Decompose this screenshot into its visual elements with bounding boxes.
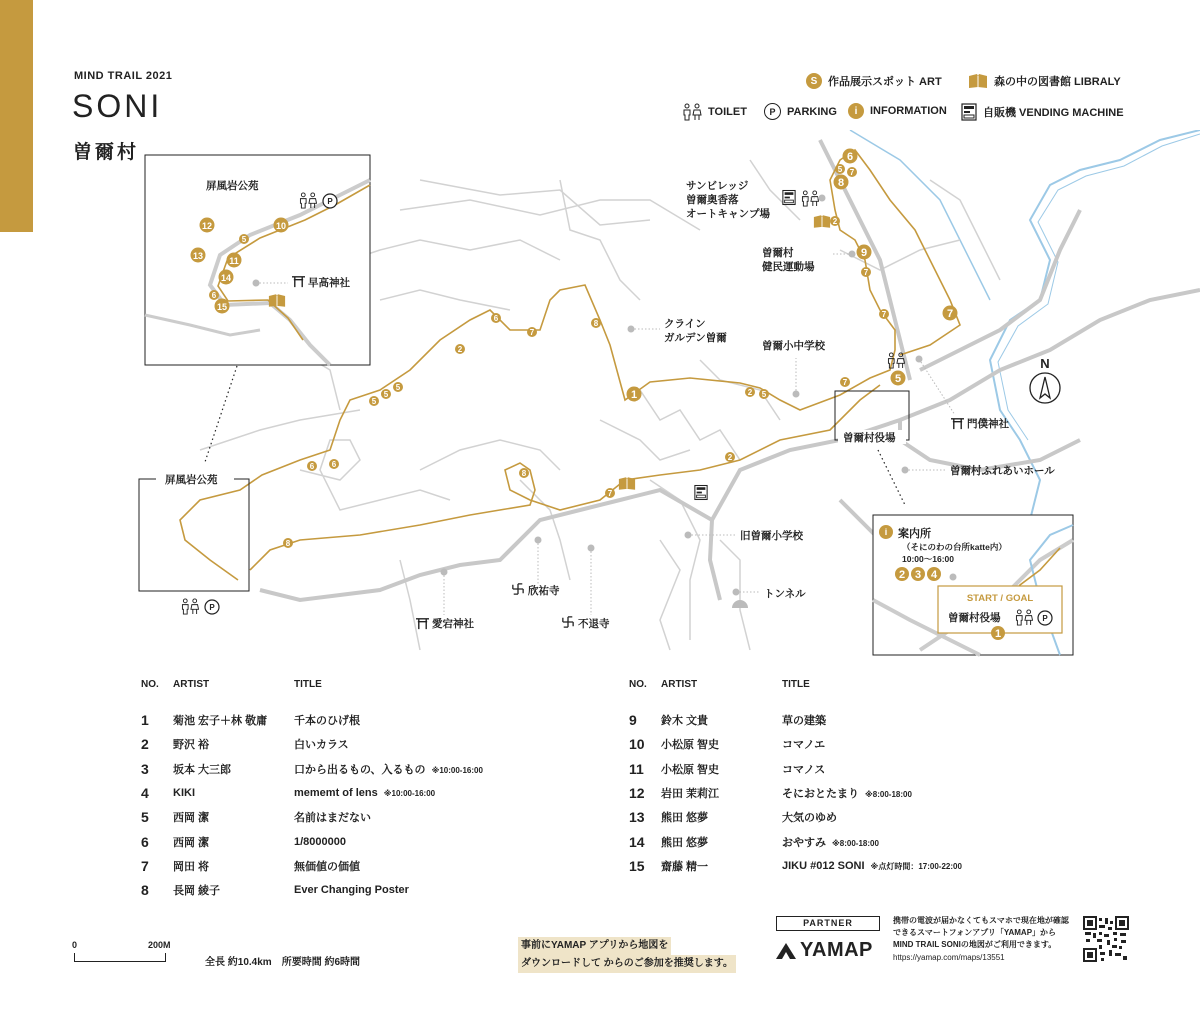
promo-text bbox=[518, 937, 736, 973]
col-no: NO. bbox=[629, 679, 647, 690]
north-arrow bbox=[1030, 356, 1060, 403]
temple-icon-futaiji bbox=[563, 617, 573, 627]
svg-text:12: 12 bbox=[201, 221, 213, 231]
label-office: 曽爾村役場 bbox=[843, 432, 896, 444]
svg-text:1: 1 bbox=[630, 389, 638, 401]
marker-5a bbox=[759, 389, 769, 399]
park-frame bbox=[139, 479, 249, 591]
info-icon: i bbox=[848, 103, 864, 119]
label-tunnel: トンネル bbox=[764, 588, 806, 600]
legend-art bbox=[806, 73, 942, 89]
marker-2d bbox=[830, 216, 840, 226]
marker-2c bbox=[725, 452, 735, 462]
label-kinkoji: 欣祐寺 bbox=[528, 585, 560, 597]
qr-code-icon bbox=[1083, 916, 1129, 962]
table-row: 4 KIKI mememt of lens ※10:00-16:00 bbox=[141, 785, 436, 802]
svg-text:2: 2 bbox=[898, 569, 906, 581]
svg-text:7: 7 bbox=[881, 310, 887, 319]
vending-machine-icon bbox=[961, 103, 977, 121]
label-inset-park-title: 屏風岩公苑 bbox=[206, 180, 259, 192]
label-old-school: 旧曽爾小学校 bbox=[740, 530, 803, 542]
table-row: 10 小松原 智史 コマノエ bbox=[629, 736, 826, 753]
marker-7g bbox=[847, 167, 857, 177]
svg-text:6: 6 bbox=[211, 291, 217, 300]
label-stadium: 曽爾村健民運動場 bbox=[762, 247, 815, 273]
marker-8d bbox=[834, 175, 849, 190]
col-no: NO. bbox=[141, 679, 159, 690]
svg-text:11: 11 bbox=[229, 256, 239, 266]
label-sun-village: サンビレッジ曽爾奥香落オートキャンプ場 bbox=[686, 180, 770, 220]
label-atago: 愛宕神社 bbox=[432, 618, 474, 630]
svg-text:13: 13 bbox=[192, 251, 204, 261]
label-futaiji: 不退寺 bbox=[578, 618, 610, 630]
marker-9 bbox=[857, 245, 872, 260]
shrine-icon-monbo bbox=[951, 419, 964, 429]
svg-text:2: 2 bbox=[747, 388, 753, 397]
svg-text:8: 8 bbox=[837, 177, 845, 189]
legend-library-label: 森の中の図書館 LIBRALY bbox=[994, 76, 1121, 88]
table-row: 6 西岡 潔 1/8000000 bbox=[141, 833, 346, 850]
marker-5b bbox=[393, 382, 403, 392]
label-monbo: 門僕神社 bbox=[967, 418, 1009, 430]
distance-info: 全長 約10.4km 所要時間 約6時間 bbox=[205, 957, 361, 968]
svg-text:6: 6 bbox=[846, 151, 854, 163]
poi-dots bbox=[441, 195, 923, 596]
table-row: 12 岩田 茉莉江 そにおとたまり ※8:00-18:00 bbox=[629, 785, 912, 802]
parking-icon-park bbox=[205, 600, 219, 614]
svg-text:2: 2 bbox=[457, 345, 463, 354]
artist-table-right bbox=[629, 679, 962, 878]
svg-text:P: P bbox=[209, 603, 215, 612]
label-byobu: 屏風岩公苑 bbox=[165, 474, 218, 486]
promo-line-1: 事前にYAMAP アプリから地図を bbox=[518, 937, 671, 955]
yamap-mountain-icon bbox=[776, 943, 796, 959]
svg-text:6: 6 bbox=[331, 460, 337, 469]
svg-text:5: 5 bbox=[371, 397, 377, 406]
svg-text:5: 5 bbox=[761, 390, 767, 399]
scale-labels bbox=[72, 940, 171, 950]
artist-table-left bbox=[141, 679, 483, 902]
scale-bar bbox=[74, 953, 166, 962]
svg-text:15: 15 bbox=[216, 302, 228, 312]
tunnel-icon bbox=[732, 600, 748, 608]
marker-7b bbox=[605, 488, 615, 498]
table-row: 14 熊田 悠夢 おやすみ ※8:00-18:00 bbox=[629, 833, 879, 850]
legend-art-label: 作品展示スポット ART bbox=[828, 76, 942, 88]
vending-machine-icon-south bbox=[695, 486, 707, 500]
legend-toilet-label: TOILET bbox=[708, 106, 747, 118]
svg-text:1: 1 bbox=[994, 628, 1002, 640]
book-icon bbox=[968, 73, 988, 89]
gold-circle-icon: S bbox=[806, 73, 822, 89]
north-label: N bbox=[1040, 356, 1050, 371]
partner-label: PARTNER bbox=[776, 916, 880, 931]
yamap-description: 携帯の電波が届かなくてもスマホで現在地が確認できるスマートフォンアプリ「YAMAP」からMIND TRAIL SONIの地図がご利用できます。 bbox=[893, 916, 1069, 949]
legend-vending-label: 自販機 VENDING MACHINE bbox=[983, 107, 1124, 119]
table-row: 1 菊池 宏子＋林 敬庸 千本のひげ根 bbox=[141, 712, 360, 729]
svg-text:5: 5 bbox=[395, 383, 401, 392]
label-fureai: 曽爾村ふれあいホール bbox=[950, 465, 1055, 477]
marker-2b bbox=[455, 344, 465, 354]
marker-7f bbox=[861, 267, 871, 277]
marker-7a bbox=[527, 327, 537, 337]
marker-5d bbox=[369, 396, 379, 406]
svg-text:7: 7 bbox=[946, 308, 954, 320]
svg-text:8: 8 bbox=[285, 539, 291, 548]
library-icon-north bbox=[814, 215, 830, 228]
page-title-jp: 曽爾村 bbox=[73, 142, 140, 163]
yamap-url[interactable]: https://yamap.com/maps/13551 bbox=[893, 953, 1005, 962]
svg-text:5: 5 bbox=[241, 235, 247, 244]
col-artist: ARTIST bbox=[661, 679, 698, 690]
page-title: SONI bbox=[72, 88, 163, 124]
event-subtitle: MIND TRAIL 2021 bbox=[74, 70, 173, 82]
svg-text:7: 7 bbox=[842, 378, 848, 387]
col-title: TITLE bbox=[294, 679, 322, 690]
legend-vending bbox=[961, 103, 1124, 121]
table-row: 2 野沢 裕 白いカラス bbox=[141, 736, 349, 753]
label-school: 曽爾小中学校 bbox=[762, 340, 825, 352]
vending-machine-icon-sunvillage bbox=[783, 191, 795, 205]
park-inset-connector bbox=[205, 366, 237, 462]
table-row: 9 鈴木 文貴 草の建築 bbox=[629, 712, 826, 729]
label-hayataka: 早高神社 bbox=[308, 277, 350, 289]
marker-1 bbox=[627, 387, 642, 402]
legend-information-label: INFORMATION bbox=[870, 105, 947, 117]
svg-text:i: i bbox=[884, 527, 888, 537]
marker-6d bbox=[843, 149, 858, 164]
office-inset bbox=[873, 515, 1073, 655]
toilet-icon bbox=[682, 103, 702, 121]
label-info-hours: 10:00〜16:00 bbox=[902, 554, 954, 564]
table-row: 5 西岡 潔 名前はまだない bbox=[141, 809, 371, 826]
marker-6a bbox=[491, 313, 501, 323]
table-row: 13 熊田 悠夢 大気のゆめ bbox=[629, 809, 837, 826]
scale-start: 0 bbox=[72, 940, 78, 950]
yamap-logo bbox=[776, 939, 873, 962]
marker-7c bbox=[840, 377, 850, 387]
label-klein: クラインガルデン曽爾 bbox=[664, 318, 727, 344]
svg-text:4: 4 bbox=[930, 569, 938, 581]
label-info-title: 案内所 bbox=[898, 528, 931, 540]
marker-8c bbox=[519, 468, 529, 478]
promo-line-2: ダウンロードして からのご参加を推奨します。 bbox=[518, 955, 736, 973]
svg-text:5: 5 bbox=[894, 373, 902, 385]
label-start-goal: START / GOAL bbox=[966, 593, 1034, 604]
marker-7e bbox=[879, 309, 889, 319]
marker-2a bbox=[745, 387, 755, 397]
table-row: 15 齋藤 精一 JIKU #012 SONI ※点灯時間：17:00-22:00 bbox=[629, 857, 962, 874]
svg-text:5: 5 bbox=[837, 165, 843, 174]
parking-icon: P bbox=[764, 103, 781, 120]
svg-text:2: 2 bbox=[832, 217, 838, 226]
marker-5c bbox=[381, 389, 391, 399]
toilet-icon-park bbox=[182, 599, 198, 614]
svg-text:8: 8 bbox=[521, 469, 527, 478]
svg-text:P: P bbox=[1042, 614, 1048, 623]
svg-text:6: 6 bbox=[493, 314, 499, 323]
svg-text:8: 8 bbox=[593, 319, 599, 328]
marker-6b bbox=[329, 459, 339, 469]
svg-text:5: 5 bbox=[383, 390, 389, 399]
legend-parking-label: PARKING bbox=[787, 105, 837, 118]
svg-text:7: 7 bbox=[863, 268, 869, 277]
marker-8b bbox=[283, 538, 293, 548]
marker-5f bbox=[835, 164, 845, 174]
marker-8a bbox=[591, 318, 601, 328]
svg-text:9: 9 bbox=[860, 247, 868, 259]
svg-text:7: 7 bbox=[607, 489, 613, 498]
trail-map bbox=[0, 130, 1200, 660]
table-row: 11 小松原 智史 コマノス bbox=[629, 760, 826, 777]
shrine-icon-atago bbox=[416, 619, 429, 629]
table-row: 7 岡田 将 無価値の価値 bbox=[141, 857, 360, 874]
temple-icon-kinkoji bbox=[513, 584, 523, 594]
svg-text:3: 3 bbox=[914, 569, 922, 581]
svg-text:6: 6 bbox=[309, 462, 315, 471]
svg-text:14: 14 bbox=[220, 273, 232, 283]
svg-text:7: 7 bbox=[849, 168, 855, 177]
label-info-sub: （そにのわの台所katte内） bbox=[902, 542, 1007, 552]
table-row: 3 坂本 大三郎 口から出るもの、入るもの ※10:00-16:00 bbox=[141, 760, 483, 777]
col-title: TITLE bbox=[782, 679, 810, 690]
legend-toilet bbox=[682, 103, 747, 121]
svg-text:10: 10 bbox=[275, 221, 287, 231]
svg-text:2: 2 bbox=[727, 453, 733, 462]
marker-7d bbox=[943, 306, 958, 321]
park-inset bbox=[145, 155, 370, 365]
svg-text:P: P bbox=[327, 197, 333, 206]
marker-5e bbox=[891, 371, 906, 386]
legend-library bbox=[968, 73, 1121, 89]
table-row: 8 長岡 綾子 Ever Changing Poster bbox=[141, 882, 409, 899]
marker-6c bbox=[307, 461, 317, 471]
office-inset-connector bbox=[878, 450, 905, 505]
library-icon-south bbox=[619, 477, 635, 490]
legend-information bbox=[848, 103, 947, 119]
col-artist: ARTIST bbox=[173, 679, 210, 690]
yamap-name: YAMAP bbox=[800, 939, 873, 961]
label-inset-office: 曽爾村役場 bbox=[948, 612, 1001, 624]
legend-parking bbox=[764, 103, 837, 120]
scale-end: 200M bbox=[148, 940, 171, 950]
svg-text:7: 7 bbox=[529, 328, 535, 337]
